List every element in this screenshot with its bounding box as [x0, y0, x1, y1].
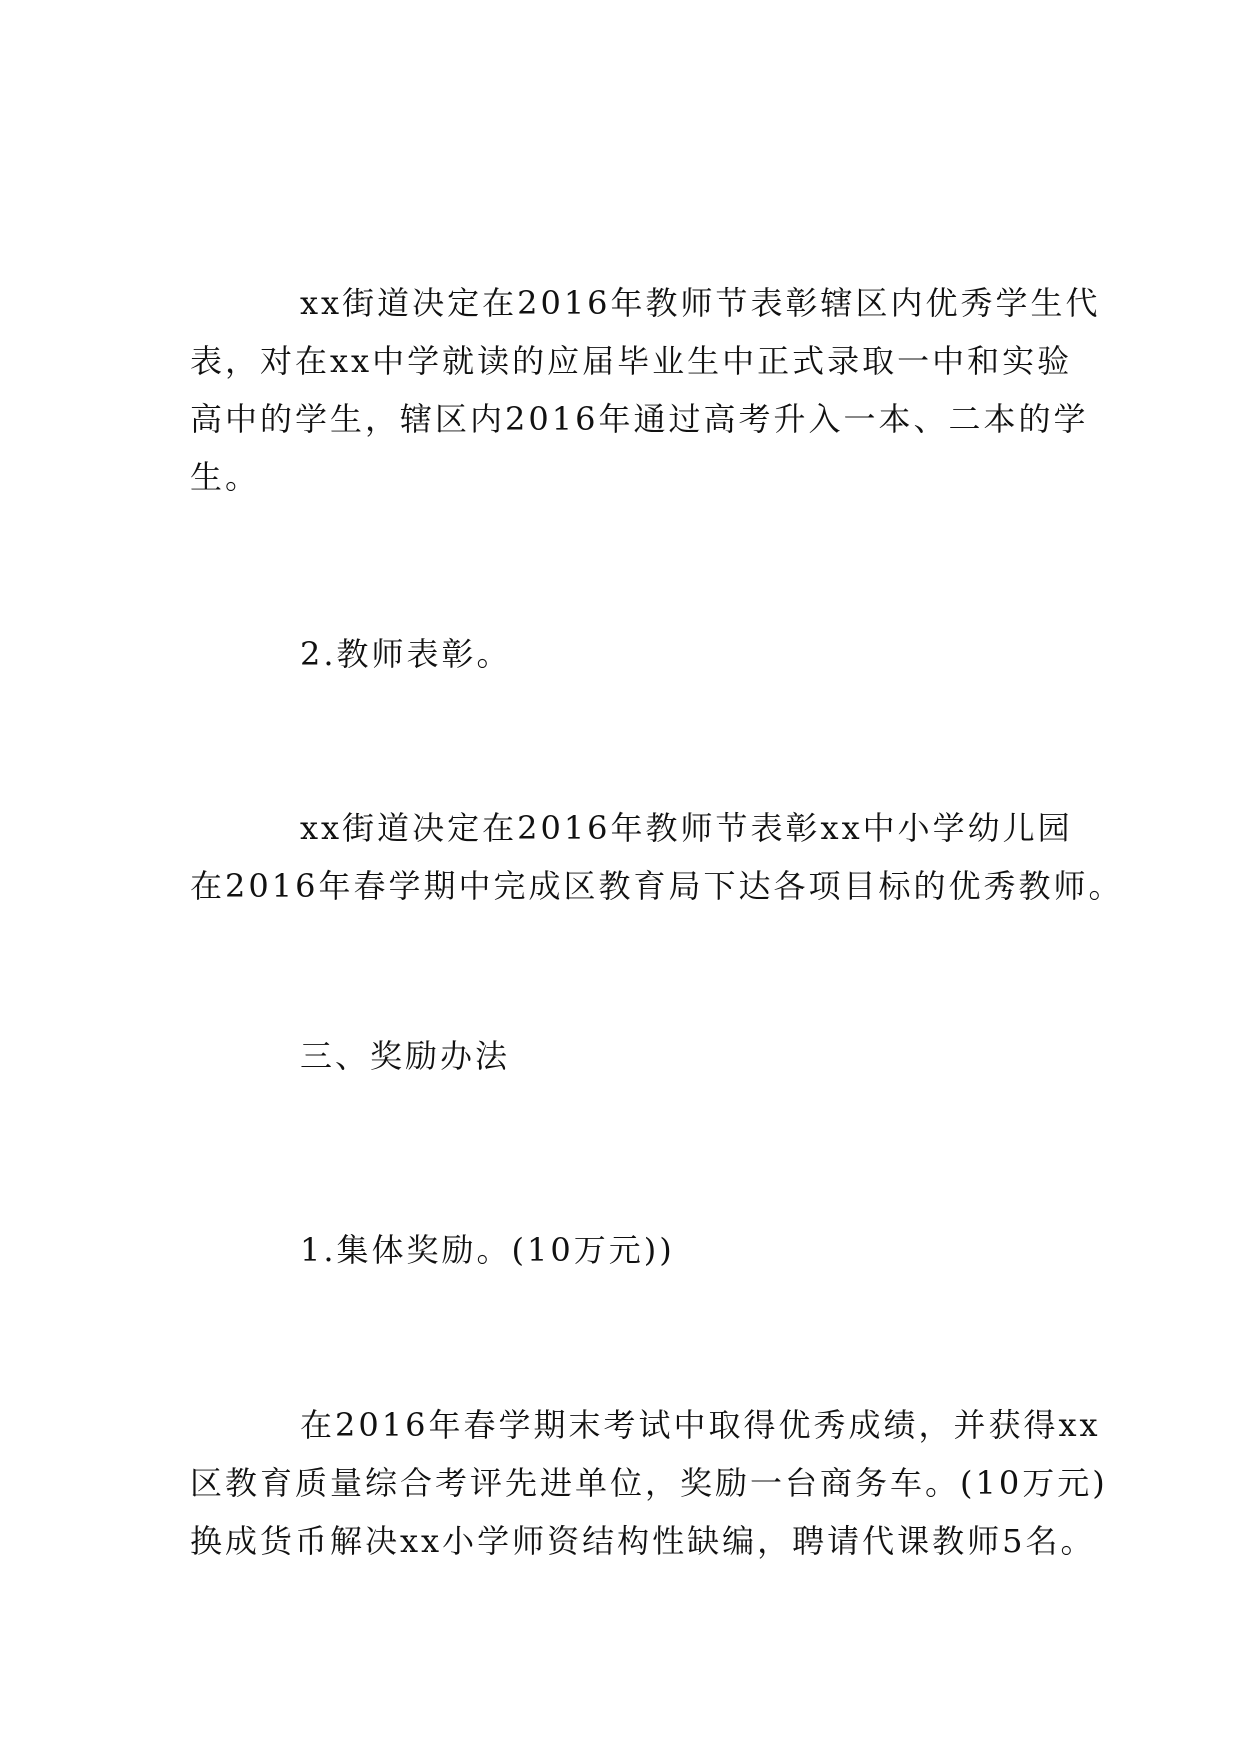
section-heading-teacher-commendation: 2.教师表彰。 — [300, 635, 512, 673]
paragraph-teacher-commendation — [190, 799, 1124, 915]
paragraph-collective-reward — [190, 1396, 1108, 1570]
paragraph-line: 生。 — [190, 458, 261, 496]
paragraph-line: 区教育质量综合考评先进单位，奖励一台商务车。(10万元) — [190, 1464, 1108, 1502]
section-heading-collective-reward: 1.集体奖励。(10万元)) — [300, 1231, 675, 1269]
paragraph-line: 在2016年春学期末考试中取得优秀成绩，并获得xx — [300, 1406, 1101, 1444]
paragraph-line: 表，对在xx中学就读的应届毕业生中正式录取一中和实验 — [190, 342, 1073, 380]
paragraph-line: xx街道决定在2016年教师节表彰辖区内优秀学生代 — [300, 284, 1101, 322]
paragraph-student-commendation — [190, 274, 1101, 506]
paragraph-line: 高中的学生，辖区内2016年通过高考升入一本、二本的学 — [190, 400, 1089, 438]
section-heading-reward-methods: 三、奖励办法 — [300, 1037, 511, 1075]
paragraph-line: 在2016年春学期中完成区教育局下达各项目标的优秀教师。 — [190, 867, 1124, 905]
paragraph-line: xx街道决定在2016年教师节表彰xx中小学幼儿园 — [300, 809, 1073, 847]
paragraph-line: 换成货币解决xx小学师资结构性缺编，聘请代课教师5名。 — [190, 1522, 1096, 1560]
